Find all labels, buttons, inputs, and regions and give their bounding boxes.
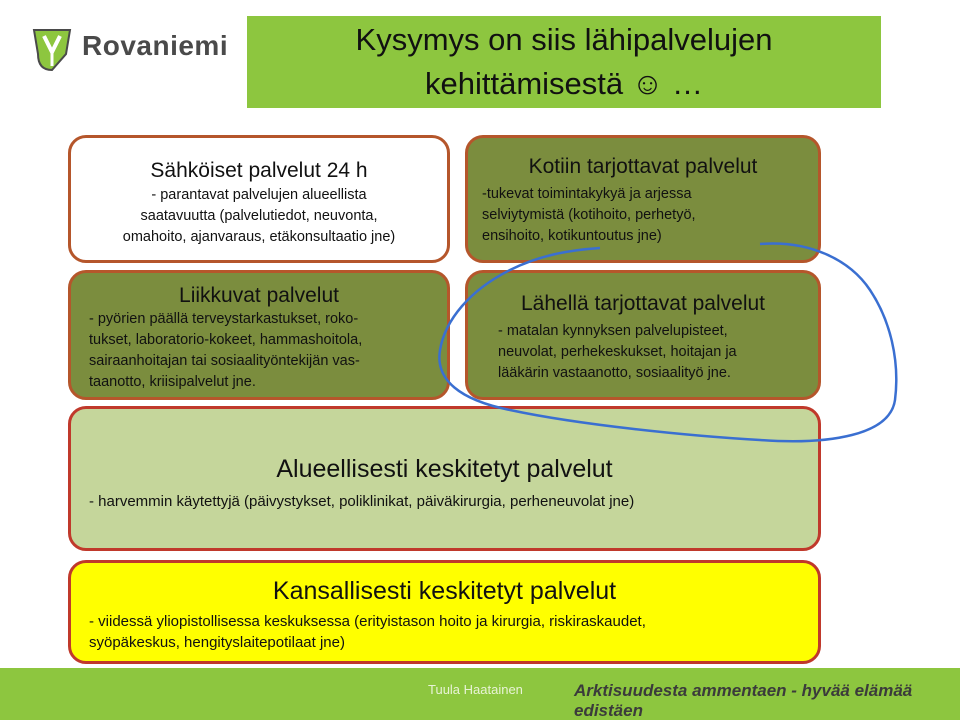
box-national-services bbox=[68, 560, 821, 664]
rovaniemi-crest-icon bbox=[30, 26, 74, 72]
title-line-1: Kysymys on siis lähipalvelujen bbox=[355, 22, 773, 57]
box-line: neuvolat, perhekeskukset, hoitajan ja bbox=[498, 344, 737, 360]
box-line: - parantavat palvelujen alueellista bbox=[151, 187, 367, 203]
box-line: syöpäkeskus, hengityslaitepotilaat jne) bbox=[89, 634, 345, 651]
box-line: saatavuutta (palvelutiedot, neuvonta, bbox=[140, 208, 378, 224]
box-electronic-services bbox=[68, 135, 450, 263]
page-title bbox=[247, 18, 881, 106]
box-mobile-services bbox=[68, 270, 450, 400]
box-line: tukset, laboratorio-kokeet, hammashoitola, bbox=[89, 332, 363, 348]
hand-drawn-circle bbox=[430, 240, 910, 450]
box-line: - harvemmin käytettyjä (päivystykset, poliklinikat, päiväkirurgia, perheneuvolat jne) bbox=[89, 493, 635, 510]
box-heading: Lähellä tarjottavat palvelut bbox=[521, 292, 765, 315]
box-line: selviytymistä (kotihoito, perhetyö, bbox=[482, 207, 696, 223]
box-line: -tukevat toimintakykyä ja arjessa bbox=[482, 186, 692, 202]
logo-text: Rovaniemi bbox=[82, 30, 229, 61]
box-line: lääkärin vastaanotto, sosiaalityö jne. bbox=[498, 365, 731, 381]
footer-author: Tuula Haatainen bbox=[428, 682, 523, 697]
box-line: sairaanhoitajan tai sosiaalityöntekijän vas- bbox=[89, 353, 360, 369]
box-heading: Liikkuvat palvelut bbox=[179, 284, 339, 307]
box-heading: Alueellisesti keskitetyt palvelut bbox=[276, 455, 613, 483]
box-line: taanotto, kriisipalvelut jne. bbox=[89, 374, 256, 390]
box-line: - viidessä yliopistollisessa keskuksessa (erityistason hoito ja kirurgia, riskiraskaudet, bbox=[89, 613, 646, 630]
box-heading: Kansallisesti keskitetyt palvelut bbox=[272, 577, 617, 605]
box-line: omahoito, ajanvaraus, etäkonsultaatio jne) bbox=[122, 229, 396, 245]
box-heading: Kotiin tarjottavat palvelut bbox=[528, 155, 758, 178]
box-heading: Sähköiset palvelut 24 h bbox=[150, 159, 368, 182]
title-line-2: kehittämisestä ☺ … bbox=[424, 66, 704, 101]
box-line: - pyörien päällä terveystarkastukset, roko- bbox=[89, 311, 359, 327]
footer-slogan: Arktisuudesta ammentaen - hyvää elämää edistäen bbox=[574, 681, 913, 720]
box-line: ensihoito, kotikuntoutus jne) bbox=[482, 228, 662, 244]
box-line: - matalan kynnyksen palvelupisteet, bbox=[498, 323, 728, 339]
